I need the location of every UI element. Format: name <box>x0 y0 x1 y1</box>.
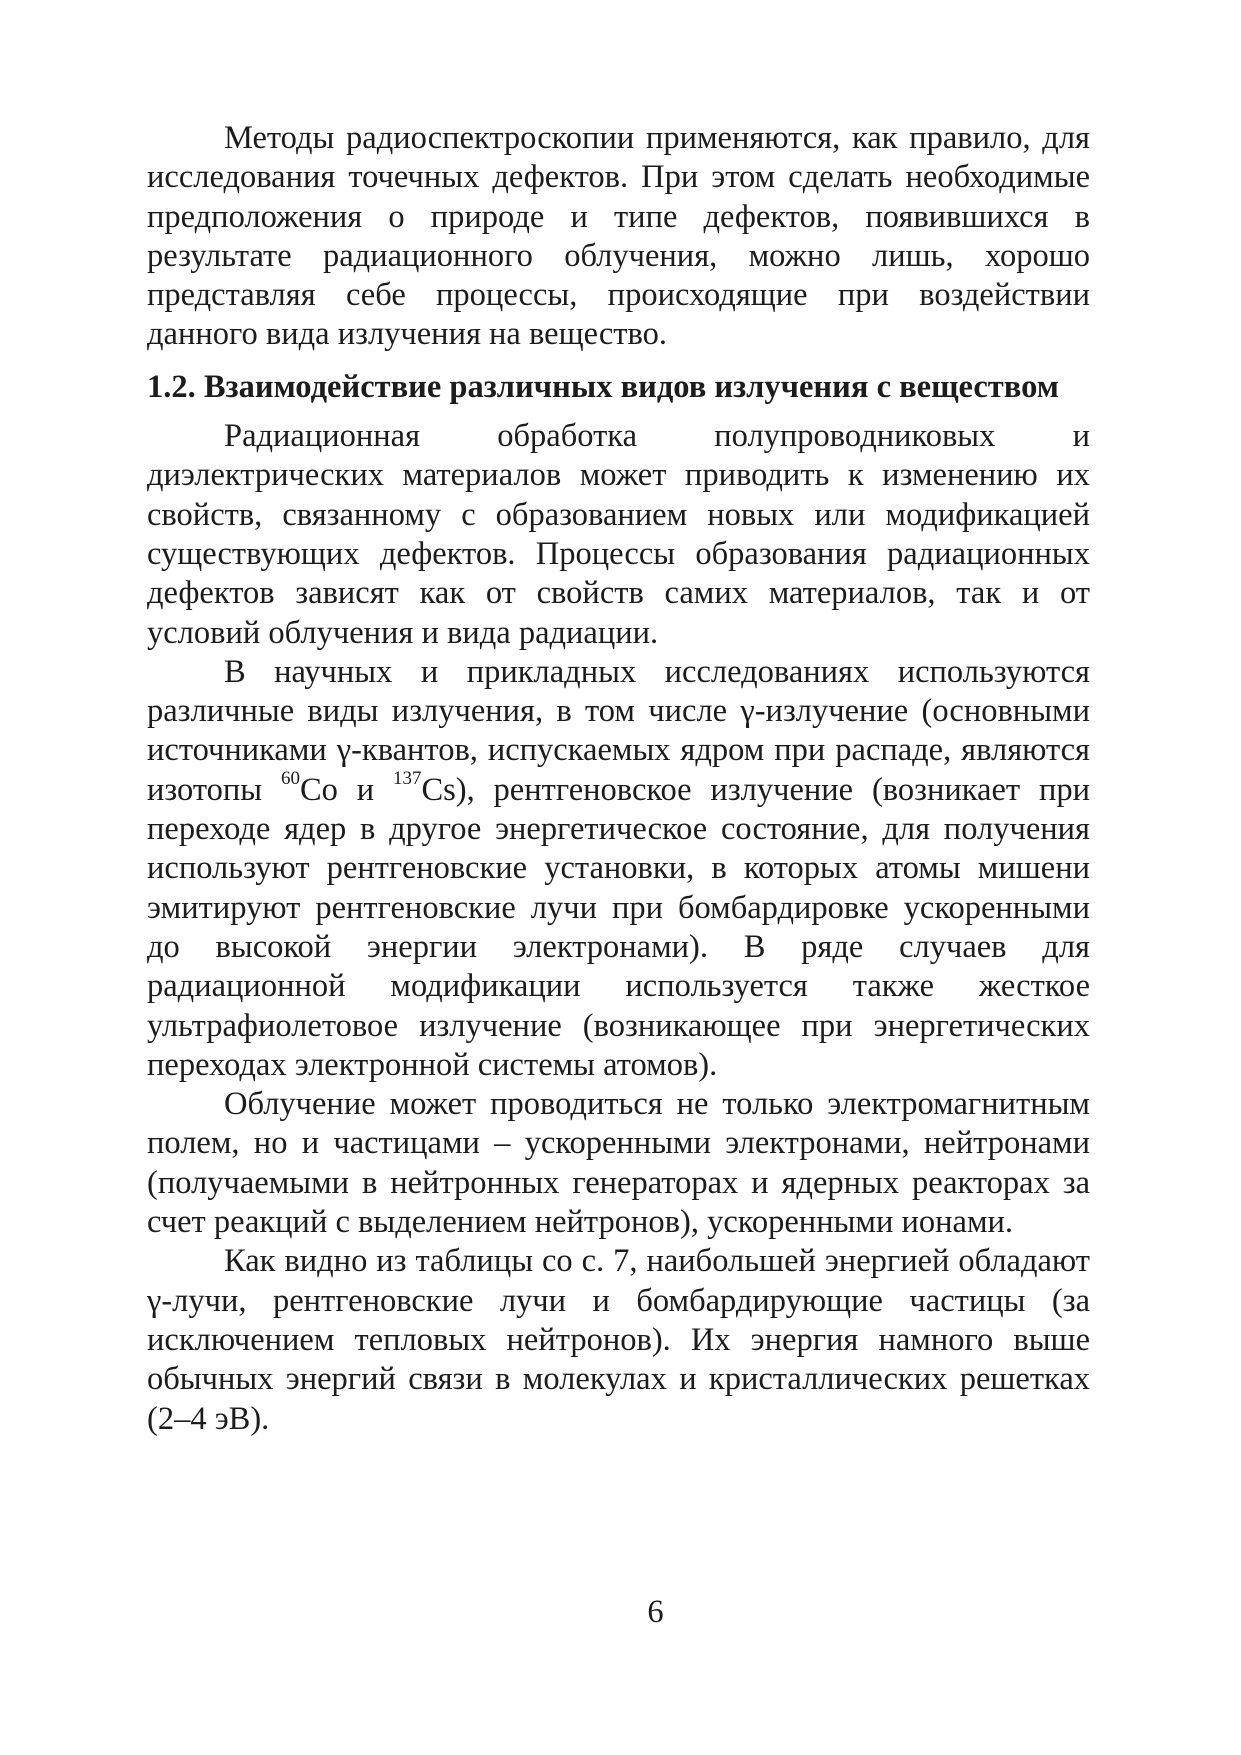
text-fragment: Cs), рентгеновское излучение (возникает при переходе ядер в другое энергетическое состояние, для получения используют рентгеновские установки, в которых атомы мишени эмитируют рентгеновские лучи при бомбардировке ускоренными до высокой энергии электронами). В ряде случаев для радиационной модификации используется также жесткое ультрафиолетовое излучение (возникающее при энергетических переходах электронной системы атомов). <box>147 771 1090 1083</box>
paragraph-radiation-types <box>147 653 1090 1085</box>
isotope-mass-number: 137 <box>392 767 422 789</box>
paragraph-intro: Методы радиоспектроскопии применяются, как правило, для исследования точечных дефектов. При этом сделать необходимые предположения о природе и типе дефектов, появившихся в результате радиационного облучения, можно лишь, хорошо представляя себе процессы, происходящие при воздействии данного вида излучения на вещество. <box>147 120 1090 353</box>
text-fragment: Co и <box>299 771 393 808</box>
paragraph-radiation-treatment: Радиационная обработка полупроводниковых и диэлектрических материалов может приводить к изменению их свойств, связанному с образованием новых или модификацией существующих дефектов. Процессы образования радиационных дефектов зависят как от свойств самих материалов, так и от условий облучения и вида радиации. <box>147 418 1090 651</box>
page-content <box>147 119 1090 1439</box>
page-number: 6 <box>647 1594 664 1630</box>
text-fragment: В научных и прикладных исследованиях используются различные виды излучения, в том числе γ-излучение (основными источниками γ-квантов, испускаемых ядром при распаде, являются изотопы <box>147 653 1090 808</box>
section-heading: 1.2. Взаимодействие различных видов излучения с веществом <box>147 368 1059 405</box>
paragraph-particles: Облучение может проводиться не только электромагнитным полем, но и частицами – ускоренными электронами, нейтронами (получаемыми в нейтронных генераторах и ядерных реакторах за счет реакций с выделением нейтронов), ускоренными ионами. <box>147 1086 1090 1241</box>
paragraph-energy: Как видно из таблицы со с. 7, наибольшей энергией обладают γ-лучи, рентгеновские лучи и бомбардирующие частицы (за исключением тепловых нейтронов). Их энергия намного выше обычных энергий связи в молекулах и кристаллических решетках (2–4 эВ). <box>147 1243 1090 1437</box>
isotope-mass-number: 60 <box>280 767 300 789</box>
